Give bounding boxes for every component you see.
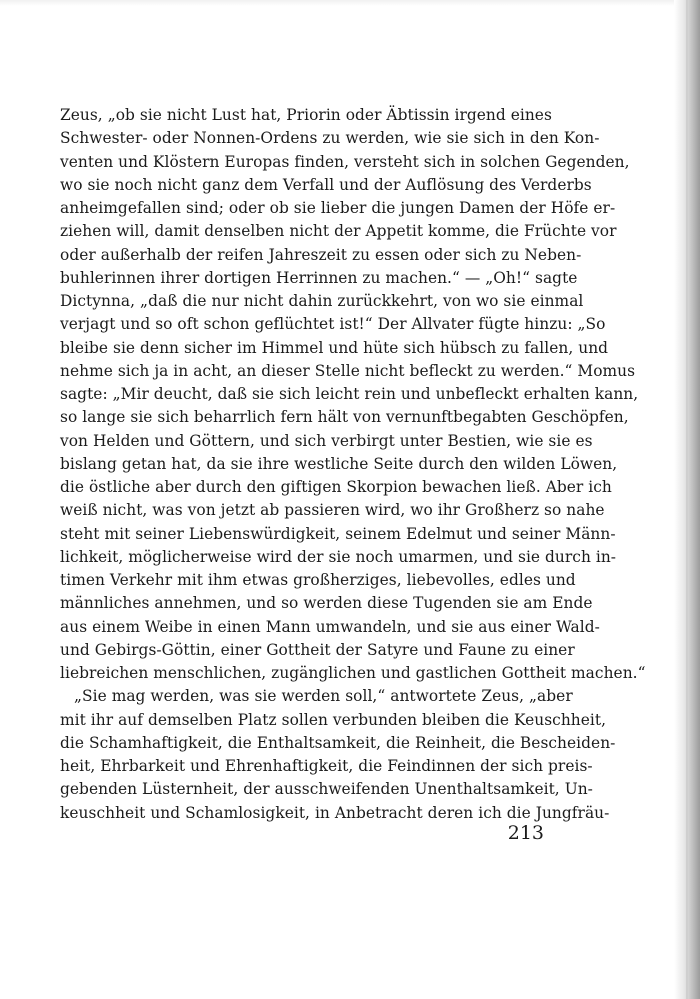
text-line: heit, Ehrbarkeit und Ehrenhaftigkeit, die Feindinnen der sich preis- — [60, 757, 593, 775]
text-line: lichkeit, möglicherweise wird der sie noch umarmen, und sie durch in- — [60, 547, 617, 566]
text-line: „Sie mag werden, was sie werden soll,“ antwortete Zeus, „aber — [74, 687, 573, 706]
text-line: venten und Klöstern Europas finden, versteht sich in solchen Gegenden, — [60, 152, 630, 171]
text-line: sagte: „Mir deucht, daß sie sich leicht rein und unbefleckt erhalten kann, — [60, 385, 639, 403]
text-line: Schwester- oder Nonnen-Ordens zu werden, wie sie sich in den Kon- — [60, 129, 600, 148]
text-line: die östliche aber durch den giftigen Skorpion bewachen ließ. Aber ich — [60, 478, 612, 496]
text-line: so lange sie sich beharrlich fern hält von vernunftbegabten Geschöpfen, — [60, 408, 629, 427]
text-line: nehme sich ja in acht, an dieser Stelle nicht befleckt zu werden.“ Momus — [60, 361, 636, 380]
text-line: bislang getan hat, da sie ihre westliche Seite durch den wilden Löwen, — [60, 454, 618, 473]
text-line: die Schamhaftigkeit, die Enthaltsamkeit, die Reinheit, die Bescheiden- — [60, 733, 616, 752]
page-edge-line — [686, 0, 688, 999]
page-number: 213 — [507, 822, 544, 844]
text-line: aus einem Weibe in einen Mann umwandeln, und sie aus einer Wald- — [60, 617, 600, 636]
text-line: mit ihr auf demselben Platz sollen verbunden bleiben die Keuschheit, — [60, 710, 607, 729]
page-edge-shadow — [674, 0, 700, 999]
body-text — [60, 104, 646, 825]
text-line: steht mit seiner Liebenswürdigkeit, seinem Edelmut und seiner Männ- — [60, 524, 616, 543]
text-line: von Helden und Göttern, und sich verbirgt unter Bestien, wie sie es — [60, 431, 593, 450]
text-line: buhlerinnen ihrer dortigen Herrinnen zu machen.“ — „Oh!“ sagte — [60, 268, 578, 287]
text-line: liebreichen menschlichen, zugänglichen und gastlichen Gottheit machen.“ — [60, 664, 646, 682]
text-line: und Gebirgs-Göttin, einer Gottheit der Satyre und Faune zu einer — [60, 640, 575, 659]
text-line: weiß nicht, was von jetzt ab passieren wird, wo ihr Großherz so nahe — [60, 501, 605, 520]
text-line: verjagt und so oft schon geflüchtet ist!“ Der Allvater fügte hinzu: „So — [60, 315, 606, 334]
text-line: timen Verkehr mit ihm etwas großherziges, liebevolles, edles und — [60, 571, 576, 589]
text-line: Zeus, „ob sie nicht Lust hat, Priorin oder Äbtissin irgend eines — [60, 106, 552, 124]
text-line: anheimgefallen sind; oder ob sie lieber die jungen Damen der Höfe er- — [60, 199, 616, 217]
scan-top-edge — [0, 0, 700, 6]
paragraph — [60, 104, 646, 685]
text-line: gebenden Lüsternheit, der ausschweifenden Unenthaltsamkeit, Un- — [60, 780, 593, 799]
text-line: männliches annehmen, und so werden diese Tugenden sie am Ende — [60, 594, 593, 613]
text-line: oder außerhalb der reifen Jahreszeit zu essen oder sich zu Neben- — [60, 245, 582, 264]
text-line: wo sie noch nicht ganz dem Verfall und der Auflösung des Verderbs — [60, 175, 592, 194]
text-line: bleibe sie denn sicher im Himmel und hüte sich hübsch zu fallen, und — [60, 338, 609, 357]
text-line: ziehen will, damit denselben nicht der Appetit komme, die Früchte vor — [60, 222, 617, 241]
text-line: Dictynna, „daß die nur nicht dahin zurückkehrt, von wo sie einmal — [60, 292, 584, 310]
paragraph — [60, 685, 616, 825]
text-line: keuschheit und Schamlosigkeit, in Anbetracht deren ich die Jungfräu- — [60, 803, 610, 822]
